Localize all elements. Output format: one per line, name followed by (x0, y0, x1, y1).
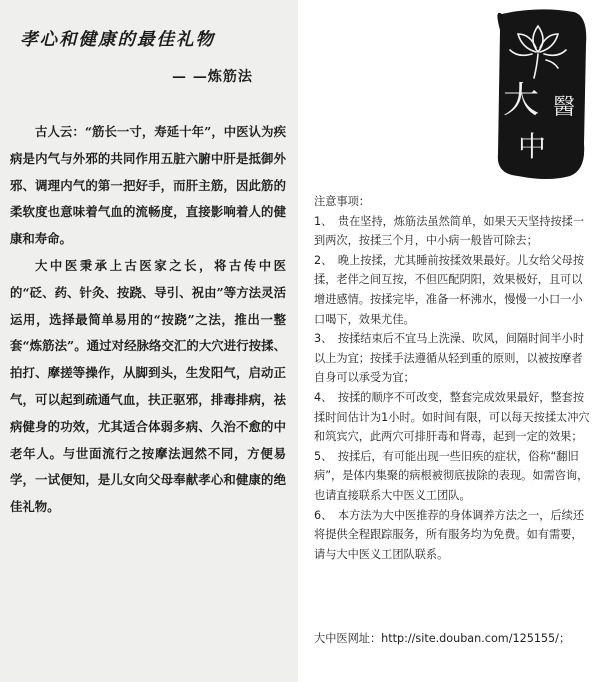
intro-paragraph-2: 大中医秉承上古医家之长，将古传中医的“砭、药、针灸、按跷、导引、祝由”等方法灵活运用，选择最简单易用的“按跷”之法，推出一整套“炼筋法”。通过对经脉络交汇的大穴进行按揉、拍打、摩搓等操作，从脚到头，生发阳气，启动正气，可以起到疏通气血，扶正驱邪，排毒排病，祛病健身的功效，尤其适合体弱多病、久治不愈的中老年人。与世面流行之按摩法迥然不同，方便易学，一试便知，是儿女向父母奉献孝心和健康的绝佳礼物。 (10, 257, 286, 515)
note-item-1: 1、 贵在坚持，炼筋法虽然简单，如果天天坚持按揉一到两次，按揉三个月，中小病一般皆可除去； (314, 214, 585, 248)
seal-char-big: 大 (502, 80, 540, 121)
note-item-5: 5、 按揉后，有可能出现一些旧疾的症状，俗称“翻旧病”，是体内集聚的病根被彻底拔除的表现。如需咨询，也请直接联系大中医义工团队。 (314, 449, 589, 502)
right-panel (298, 0, 600, 682)
lotus-seal-icon (488, 4, 590, 182)
note-item-4: 4、 按揉的顺序不可改变，整套完成效果最好，整套按揉时间估计为1小时。如时间有限，可以每天按揉太冲穴和筑宾穴，此两穴可排肝毒和肾毒，起到一定的效果； (314, 390, 590, 444)
intro-paragraph-1: 古人云：“筋长一寸，寿延十年”，中医认为疾病是内气与外邪的共同作用五脏六腑中肝是抵御外邪、调理内气的第一把好手，而肝主筋，因此筋的柔软度也意味着气血的流畅度，直接影响着人的健康和寿命。 (10, 124, 286, 247)
page-subtitle: — —炼筋法 (172, 69, 253, 85)
note-item-6: 6、 本方法为大中医推荐的身体调养方法之一，后续还将提供全程跟踪服务，所有服务均为免费。如有需要，请与大中医义工团队联系。 (314, 508, 585, 561)
page-title: 孝心和健康的最佳礼物 (20, 30, 215, 50)
seal-char-right: 醫 (552, 95, 576, 120)
notes-section (314, 192, 590, 564)
seal-char-bottom: 中 (517, 130, 547, 163)
left-panel (0, 0, 298, 682)
notes-heading: 注意事项： (314, 195, 370, 208)
note-item-2: 2、 晚上按揉，尤其睡前按揉效果最好。儿女给父母按揉，老伴之间互按，不但匹配阴阳，效果极好，且可以增进感情。按揉完毕，准备一杯沸水，慢慢一小口一小口喝下，效果尤佳。 (314, 253, 585, 326)
website-footer: 大中医网址：http://site.douban.com/125155/； (314, 632, 571, 645)
note-item-3: 3、 按揉结束后不宜马上洗澡、吹风，间隔时间半小时以上为宜；按揉手法遵循从轻到重的原则，以被按摩者自身可以承受为宜； (314, 332, 585, 385)
intro-text (10, 119, 286, 521)
